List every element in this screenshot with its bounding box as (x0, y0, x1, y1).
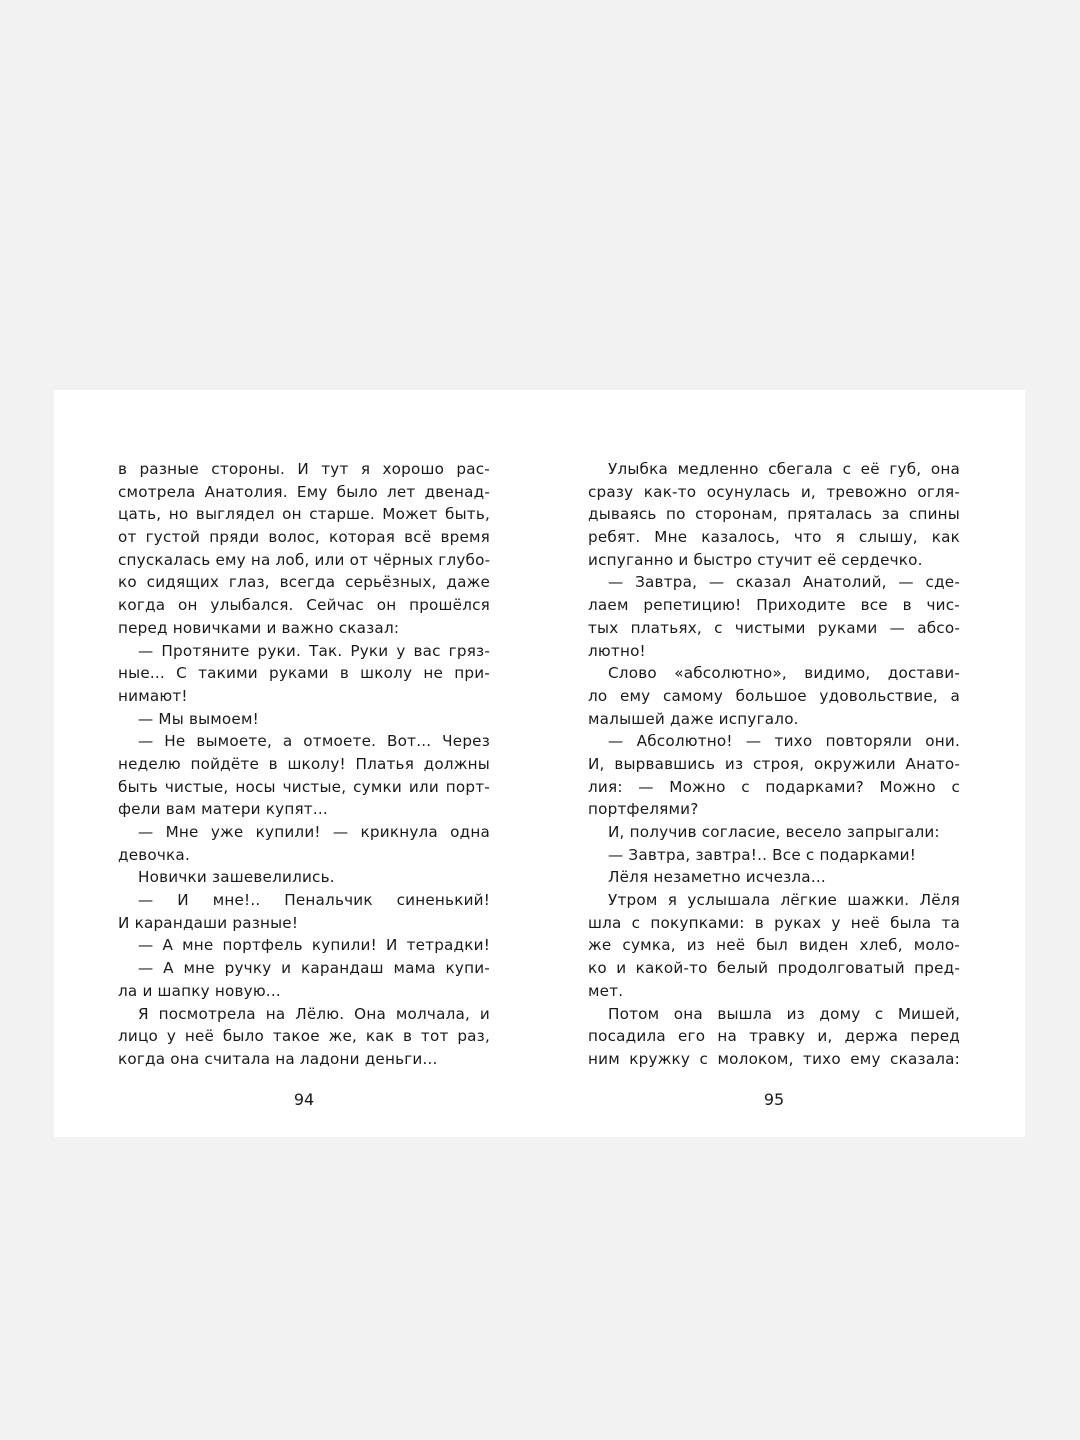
text-line: ребят. Мне казалось, что я слышу, как (588, 528, 960, 547)
text-line: И, вырвавшись из строя, окружили Анато- (588, 754, 960, 773)
text-line: же сумка, из неё был виден хлеб, моло- (588, 936, 960, 955)
text-line: портфелями? (588, 800, 699, 819)
text-line: Потом она вышла из дому с Мишей, (608, 1004, 960, 1023)
text-line: испуганно и быстро стучит её сердечко. (588, 550, 923, 569)
text-line: ла и шапку новую... (118, 981, 281, 1000)
text-line: Утром я услышала лёгкие шажки. Лёля (608, 891, 960, 910)
text-line: в разные стороны. И тут я хорошо рас- (118, 460, 490, 478)
text-line: неделю пойдёте в школу! Платья должны (118, 754, 490, 773)
left-page-number: 94 (293, 1090, 315, 1109)
text-line: цать, но выглядел он старше. Может быть, (118, 505, 490, 524)
text-line: ко и какой-то белый продолговатый пред- (588, 959, 960, 978)
text-line: лютно! (588, 641, 646, 660)
text-line: — Абсолютно! — тихо повторяли они. (608, 732, 960, 751)
text-line: тых платьях, с чистыми руками — абсо- (588, 618, 960, 637)
right-page-text (588, 458, 960, 1071)
book-spread (54, 390, 1025, 1137)
text-line: ло ему самому большое удовольствие, а (588, 686, 960, 705)
text-line: мет. (588, 981, 624, 1000)
text-line: И, получив согласие, весело запрыгали: (608, 823, 940, 841)
text-line: — А мне ручку и карандаш мама купи- (138, 959, 490, 978)
text-line: лаем репетицию! Приходите все в чис- (588, 596, 960, 615)
text-line: смотрела Анатолия. Ему было лет двенад- (118, 482, 490, 501)
text-line: — А мне портфель купили! И тетрадки! (138, 936, 490, 955)
text-line: фели вам матери купят... (118, 800, 328, 819)
text-line: — И мне!.. Пенальчик синенький! (138, 891, 490, 910)
text-line: от густой пряди волос, которая всё время (118, 528, 490, 547)
text-line: Новички зашевелились. (138, 868, 335, 887)
text-line: — Не вымоете, а отмоете. Вот... Через (138, 732, 490, 751)
text-line: малышей даже испугало. (588, 709, 799, 728)
text-line: шла с покупками: в руках у неё была та (588, 913, 960, 932)
text-line: нимают! (118, 686, 188, 705)
text-line: — Протяните руки. Так. Руки у вас гряз- (138, 641, 490, 660)
text-line: лицо у неё было такое же, как в тот раз, (118, 1027, 490, 1046)
text-line: Я посмотрела на Лёлю. Она молчала, и (138, 1004, 490, 1023)
text-line: И карандаши разные! (118, 913, 299, 932)
text-line: Слово «абсолютно», видимо, достави- (608, 664, 960, 683)
right-page-number: 95 (763, 1090, 785, 1109)
text-line: — Завтра, — сказал Анатолий, — сде- (608, 573, 960, 592)
text-line: — Мне уже купили! — крикнула одна (138, 823, 490, 841)
text-line: сразу как-то осунулась и, тревожно огля- (588, 482, 960, 501)
text-line: дываясь по сторонам, пряталась за спины (588, 505, 960, 524)
text-line: — Мы вымоем! (138, 709, 259, 728)
text-line: Лёля незаметно исчезла... (608, 868, 826, 887)
text-line: когда она считала на ладони деньги... (118, 1049, 438, 1068)
text-line: быть чистые, носы чистые, сумки или порт- (118, 777, 490, 796)
text-line: ним кружку с молоком, тихо ему сказала: (588, 1049, 960, 1068)
text-line: перед новичками и важно сказал: (118, 618, 400, 637)
text-line: ко сидящих глаз, всегда серьёзных, даже (118, 573, 490, 592)
text-line: девочка. (118, 845, 190, 864)
text-line: посадила его на травку и, держа перед (588, 1027, 960, 1046)
text-line: спускалась ему на лоб, или от чёрных глубо- (118, 550, 490, 569)
text-line: — Завтра, завтра!.. Все с подарками! (608, 845, 917, 864)
text-line: ные... С такими руками в школу не при- (118, 664, 490, 683)
text-line: когда он улыбался. Сейчас он прошёлся (118, 596, 490, 615)
text-line: Улыбка медленно сбегала с её губ, она (608, 460, 960, 478)
text-line: лия: — Можно с подарками? Можно с (588, 777, 960, 796)
left-page-text (118, 458, 490, 1071)
